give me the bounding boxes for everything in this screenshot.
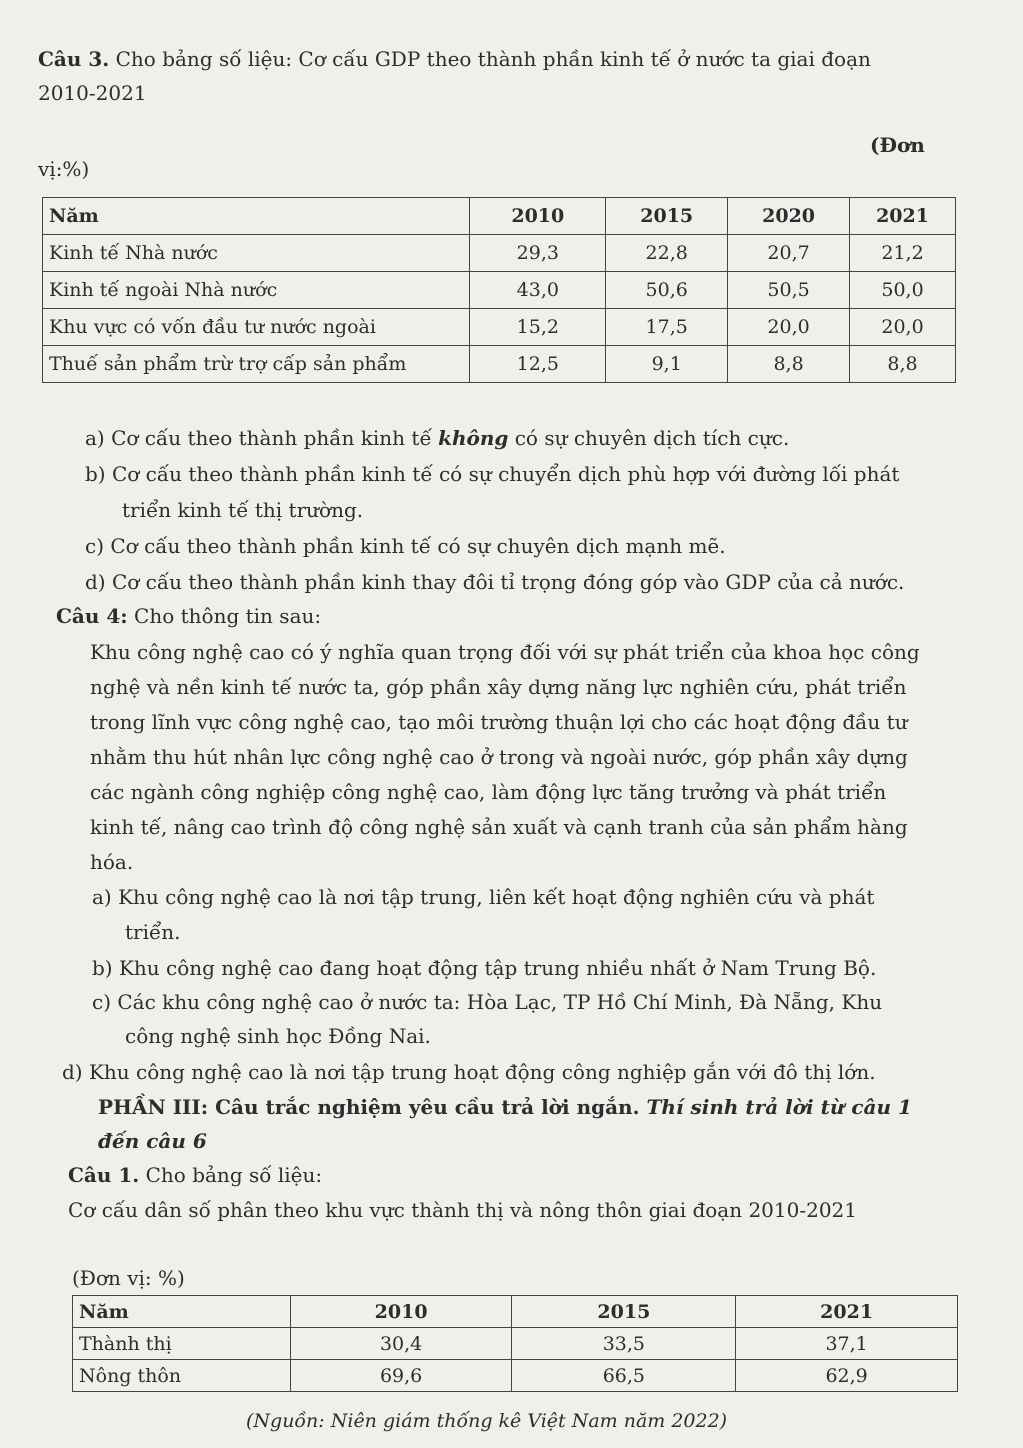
table-header-row bbox=[43, 198, 956, 235]
year-cell: 2015 bbox=[606, 198, 728, 235]
row-label: Thuế sản phẩm trừ trợ cấp sản phẩm bbox=[43, 346, 470, 383]
table-cell: 20,0 bbox=[850, 309, 956, 346]
table-cell: 50,5 bbox=[728, 272, 850, 309]
q3-option-d: d) Cơ cấu theo thành phần kinh thay đôi tỉ trọng đóng góp vào GDP của cả nước. bbox=[85, 570, 905, 594]
table-cell: 20,7 bbox=[728, 235, 850, 272]
q4-paragraph-line: kinh tế, nâng cao trình độ công nghệ sản xuất và cạnh tranh của sản phẩm hàng bbox=[90, 815, 908, 839]
table-cell: 50,6 bbox=[606, 272, 728, 309]
part3-heading-bold: PHẦN III: Câu trắc nghiệm yêu cầu trả lời ngắn. bbox=[98, 1095, 640, 1119]
q4-option-a: a) Khu công nghệ cao là nơi tập trung, liên kết hoạt động nghiên cứu và phát bbox=[92, 885, 875, 909]
q4-paragraph-line: Khu công nghệ cao có ý nghĩa quan trọng đối với sự phát triển của khoa học công bbox=[90, 640, 920, 664]
table-cell: 43,0 bbox=[470, 272, 606, 309]
q1-source: (Nguồn: Niên giám thống kê Việt Nam năm 2022) bbox=[246, 1410, 728, 1432]
table-cell: 22,8 bbox=[606, 235, 728, 272]
table-row bbox=[73, 1360, 958, 1392]
table-row bbox=[43, 235, 956, 272]
q3-option-b-cont: triển kinh tế thị trường. bbox=[122, 498, 364, 522]
q3-title-text: Cho bảng số liệu: Cơ cấu GDP theo thành phần kinh tế ở nước ta giai đoạn bbox=[109, 47, 871, 71]
row-label: Kinh tế Nhà nước bbox=[43, 235, 470, 272]
q1-unit: (Đơn vị: %) bbox=[72, 1266, 185, 1290]
q3-unit-part2: vị:%) bbox=[38, 157, 90, 181]
table-cell: 33,5 bbox=[512, 1328, 736, 1360]
q3-option-b: b) Cơ cấu theo thành phần kinh tế có sự chuyển dịch phù hợp với đường lối phát bbox=[85, 462, 900, 486]
q4-label: Câu 4: bbox=[56, 604, 128, 628]
q3-unit-part1: (Đơn bbox=[870, 133, 925, 157]
q1-label: Câu 1. bbox=[68, 1163, 140, 1187]
q3-option-a bbox=[85, 425, 789, 451]
year-header: Năm bbox=[43, 198, 470, 235]
q1-title-text: Cho bảng số liệu: bbox=[139, 1163, 323, 1187]
table-cell: 9,1 bbox=[606, 346, 728, 383]
year-cell: 2021 bbox=[850, 198, 956, 235]
row-label: Kinh tế ngoài Nhà nước bbox=[43, 272, 470, 309]
table-cell: 29,3 bbox=[470, 235, 606, 272]
table-cell: 62,9 bbox=[736, 1360, 958, 1392]
q4-paragraph-line: các ngành công nghiệp công nghệ cao, làm động lực tăng trưởng và phát triển bbox=[90, 780, 887, 804]
table-row bbox=[73, 1328, 958, 1360]
part3-heading-italic: Thí sinh trả lời từ câu 1 bbox=[639, 1095, 912, 1119]
q4-title bbox=[56, 603, 321, 629]
q1-description: Cơ cấu dân số phân theo khu vực thành thị và nông thôn giai đoạn 2010-2021 bbox=[68, 1198, 858, 1222]
population-structure-table bbox=[72, 1295, 958, 1392]
table-row bbox=[43, 309, 956, 346]
table-cell: 69,6 bbox=[290, 1360, 512, 1392]
row-label: Nông thôn bbox=[73, 1360, 291, 1392]
table-cell: 15,2 bbox=[470, 309, 606, 346]
table-header-row bbox=[73, 1296, 958, 1328]
part3-heading bbox=[98, 1094, 912, 1120]
table-cell: 50,0 bbox=[850, 272, 956, 309]
q4-paragraph-line: hóa. bbox=[90, 850, 134, 874]
table-cell: 17,5 bbox=[606, 309, 728, 346]
q4-option-c: c) Các khu công nghệ cao ở nước ta: Hòa Lạc, TP Hồ Chí Minh, Đà Nẵng, Khu bbox=[92, 990, 883, 1014]
q3-title bbox=[38, 46, 871, 72]
q1-title bbox=[68, 1162, 322, 1188]
year-cell: 2010 bbox=[290, 1296, 512, 1328]
table-cell: 30,4 bbox=[290, 1328, 512, 1360]
table-cell: 37,1 bbox=[736, 1328, 958, 1360]
gdp-structure-table bbox=[42, 197, 956, 383]
part3-heading-cont: đến câu 6 bbox=[98, 1129, 207, 1153]
table-cell: 12,5 bbox=[470, 346, 606, 383]
table-row bbox=[43, 346, 956, 383]
year-cell: 2010 bbox=[470, 198, 606, 235]
row-label: Thành thị bbox=[73, 1328, 291, 1360]
q3-option-a-text-end: có sự chuyên dịch tích cực. bbox=[508, 426, 790, 450]
table-row bbox=[43, 272, 956, 309]
table-cell: 8,8 bbox=[850, 346, 956, 383]
table-cell: 21,2 bbox=[850, 235, 956, 272]
row-label: Khu vực có vốn đầu tư nước ngoài bbox=[43, 309, 470, 346]
q4-option-a-cont: triển. bbox=[125, 920, 181, 944]
q4-option-b: b) Khu công nghệ cao đang hoạt động tập trung nhiều nhất ở Nam Trung Bộ. bbox=[92, 956, 877, 980]
year-cell: 2020 bbox=[728, 198, 850, 235]
year-header: Năm bbox=[73, 1296, 291, 1328]
table-cell: 20,0 bbox=[728, 309, 850, 346]
q4-paragraph-line: nhằm thu hút nhân lực công nghệ cao ở trong và ngoài nước, góp phần xây dựng bbox=[90, 745, 908, 769]
year-cell: 2021 bbox=[736, 1296, 958, 1328]
q3-option-c: c) Cơ cấu theo thành phần kinh tế có sự chuyên dịch mạnh mẽ. bbox=[85, 534, 726, 558]
q4-option-c-cont: công nghệ sinh học Đồng Nai. bbox=[125, 1024, 431, 1048]
q3-option-a-emphasis: không bbox=[438, 426, 509, 450]
q4-title-text: Cho thông tin sau: bbox=[127, 604, 322, 628]
table-cell: 66,5 bbox=[512, 1360, 736, 1392]
q4-paragraph-line: nghệ và nền kinh tế nước ta, góp phần xây dựng năng lực nghiên cứu, phát triển bbox=[90, 675, 907, 699]
q4-paragraph-line: trong lĩnh vực công nghệ cao, tạo môi trường thuận lợi cho các hoạt động đầu tư bbox=[90, 710, 908, 734]
q3-label: Câu 3. bbox=[38, 47, 110, 71]
q3-title-line2: 2010-2021 bbox=[38, 81, 147, 105]
year-cell: 2015 bbox=[512, 1296, 736, 1328]
q3-option-a-text: a) Cơ cấu theo thành phần kinh tế bbox=[85, 426, 439, 450]
q4-option-d: d) Khu công nghệ cao là nơi tập trung hoạt động công nghiệp gắn với đô thị lớn. bbox=[62, 1060, 876, 1084]
table-cell: 8,8 bbox=[728, 346, 850, 383]
